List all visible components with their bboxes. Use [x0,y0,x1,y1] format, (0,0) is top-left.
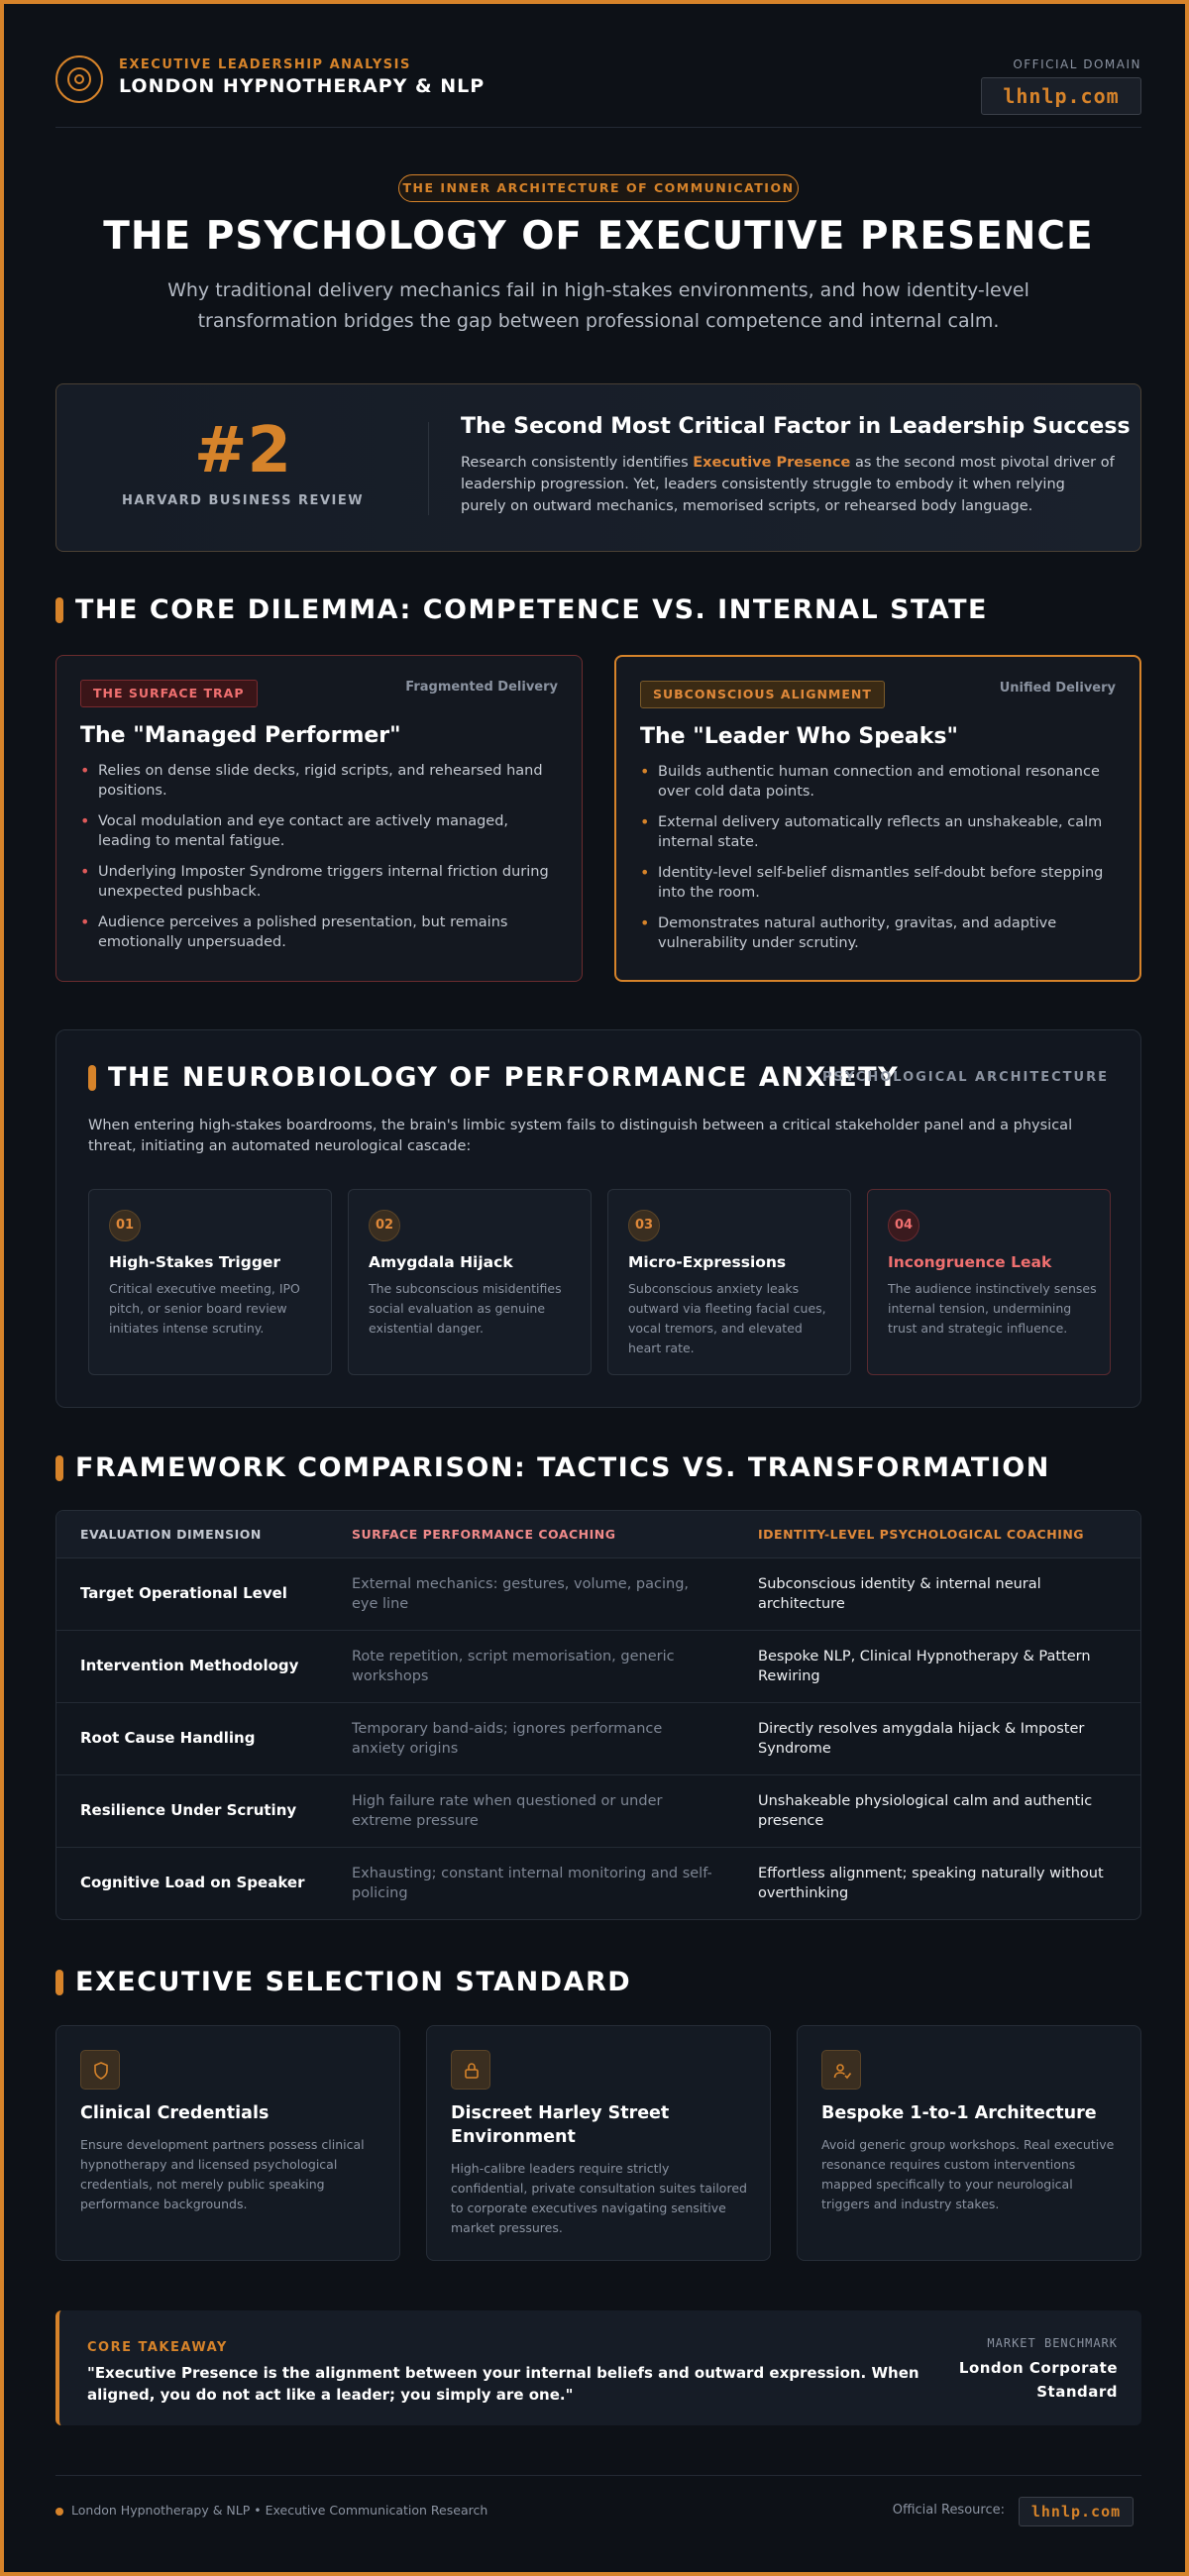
table-cell: Exhausting; constant internal monitoring and self-policing [352,1866,712,1901]
list-item: • Audience perceives a polished presentation, but remains emotionally unpersuaded. [80,912,560,952]
step-number: 04 [888,1210,919,1241]
card-body: High-calibre leaders require strictly confidential, private consultation suites tailored to corporate executives navigating sensitive market pressures. [451,2161,747,2235]
table-cell: Intervention Methodology [80,1657,299,1674]
table-cell: Cognitive Load on Speaker [80,1874,305,1891]
footer-divider [55,2475,1141,2476]
card-body: Avoid generic group workshops. Real executive resonance requires custom interventions mapped specifically to your neurological triggers and industry stakes. [821,2137,1115,2211]
table-row [56,1631,1140,1703]
column-header: EVALUATION DIMENSION [80,1527,262,1542]
resource-link[interactable]: lhnlp.com [1019,2497,1134,2526]
table-cell: Bespoke NLP, Clinical Hypnotherapy & Pattern Rewiring [758,1649,1091,1684]
step-title: Amygdala Hijack [369,1253,513,1271]
card-title: The "Managed Performer" [80,723,401,748]
criteria-card [55,2025,400,2261]
stat-card [55,383,1141,552]
align-list [640,762,1120,964]
card-title: Discreet Harley Street Environment [451,2103,670,2147]
section-title: THE CORE DILEMMA: COMPETENCE VS. INTERNAL STATE [75,594,988,625]
page-title: THE PSYCHOLOGY OF EXECUTIVE PRESENCE [103,214,1094,259]
table-cell: Temporary band-aids; ignores performance anxiety origins [352,1721,663,1757]
list-item: • Identity-level self-belief dismantles self-doubt before stepping into the room. [640,863,1120,903]
brand-name: LONDON HYPNOTHERAPY & NLP [119,75,486,97]
stat-body-text-cont: as the second most pivotal driver of leadership progression. Yet, leaders consistently struggle to embody it when relying purely on outward mechanics, memorised scripts, or rehearsed body language. [461,455,1115,514]
header [55,55,1141,127]
table-cell: Effortless alignment; speaking naturally without overthinking [758,1866,1104,1901]
section-accent-bar [55,1970,63,1995]
step-title: High-Stakes Trigger [109,1253,281,1271]
shield-icon [80,2050,120,2090]
section-accent-bar [88,1065,96,1091]
trap-list [80,761,560,963]
takeaway-kicker: CORE TAKEAWAY [87,2340,228,2355]
step-card [607,1189,851,1375]
stat-body [461,452,1115,517]
leader-who-speaks-card [614,655,1141,982]
stat-body-text: Research consistently identifies [461,455,694,471]
comparison-table [55,1510,1141,1920]
table-cell: High failure rate when questioned or under extreme pressure [352,1793,663,1829]
takeaway-quote: "Executive Presence is the alignment between your internal beliefs and outward expression. When aligned, you do not act like a leader; you simply are one." [87,2364,919,2404]
section-title: FRAMEWORK COMPARISON: TACTICS VS. TRANSFORMATION [75,1452,1050,1483]
criteria-card [426,2025,771,2261]
step-number: 02 [369,1210,400,1241]
table-cell: Rote repetition, script memorisation, generic workshops [352,1649,675,1684]
hero-pill: THE INNER ARCHITECTURE OF COMMUNICATION [398,174,799,202]
neuro-intro: When entering high-stakes boardrooms, the brain's limbic system fails to distinguish between a critical stakeholder panel and a physical threat, initiating an automated neurological cascade: [88,1118,1073,1154]
core-takeaway [55,2310,1141,2425]
delivery-mode: Unified Delivery [999,681,1116,696]
table-row [56,1775,1140,1848]
step-title: Micro-Expressions [628,1253,787,1271]
step-card [348,1189,592,1375]
step-card [867,1189,1111,1375]
domain-label: OFFICIAL DOMAIN [1013,57,1141,71]
criteria-card [797,2025,1141,2261]
table-row [56,1703,1140,1775]
table-cell: Target Operational Level [80,1584,287,1602]
step-body: The subconscious misidentifies social evaluation as genuine existential danger. [369,1281,562,1336]
brand-kicker: EXECUTIVE LEADERSHIP ANALYSIS [119,57,411,72]
step-body: Subconscious anxiety leaks outward via fleeting facial cues, vocal tremors, and elevated heart rate. [628,1281,826,1355]
user-check-icon [821,2050,861,2090]
table-row [56,1848,1140,1920]
neuro-tag: PSYCHOLOGICAL ARCHITECTURE [821,1070,1109,1085]
column-header: IDENTITY-LEVEL PSYCHOLOGICAL COACHING [758,1527,1085,1542]
table-cell: Subconscious identity & internal neural architecture [758,1576,1041,1612]
step-body: Critical executive meeting, IPO pitch, or senior board review initiates intense scrutiny. [109,1281,300,1336]
list-item: • Builds authentic human connection and emotional resonance over cold data points. [640,762,1120,802]
step-body: The audience instinctively senses internal tension, undermining trust and strategic influence. [888,1281,1097,1336]
section-accent-bar [55,597,63,623]
table-cell: Root Cause Handling [80,1729,256,1747]
card-title: The "Leader Who Speaks" [640,724,958,749]
neurobiology-panel [55,1029,1141,1408]
section-title: EXECUTIVE SELECTION STANDARD [75,1967,632,1997]
stat-divider [428,422,429,515]
page-subtitle: Why traditional delivery mechanics fail in high-stakes environments, and how identity-level transformation bridges the gap between professional competence and internal calm. [167,279,1029,332]
concentric-circles-logo-icon [55,55,103,103]
benchmark-value: London Corporate Standard [958,2359,1118,2401]
managed-performer-card [55,655,583,982]
resource-label: Official Resource: [892,2503,1005,2518]
list-item: • Relies on dense slide decks, rigid scripts, and rehearsed hand positions. [80,761,560,801]
table-cell: External mechanics: gestures, volume, pacing, eye line [352,1576,690,1612]
stat-highlight: Executive Presence [693,455,851,471]
table-cell: Directly resolves amygdala hijack & Imposter Syndrome [758,1721,1085,1757]
benchmark-label: MARKET BENCHMARK [987,2336,1118,2350]
card-title: Bespoke 1-to-1 Architecture [821,2103,1097,2123]
column-header: SURFACE PERFORMANCE COACHING [352,1527,616,1542]
delivery-mode: Fragmented Delivery [405,680,558,695]
surface-trap-tag: THE SURFACE TRAP [80,680,258,707]
card-body: Ensure development partners possess clinical hypnotherapy and licensed psychological credentials, not merely public speaking performance backgrounds. [80,2137,365,2211]
footer-dot-icon [55,2508,63,2516]
step-number: 03 [628,1210,660,1241]
footer-text: London Hypnotherapy & NLP • Executive Communication Research [71,2503,488,2518]
table-cell: Unshakeable physiological calm and authentic presence [758,1793,1093,1829]
card-title: Clinical Credentials [80,2103,270,2123]
table-cell: Resilience Under Scrutiny [80,1801,297,1819]
section-title: THE NEUROBIOLOGY OF PERFORMANCE ANXIETY [108,1062,900,1093]
step-title: Incongruence Leak [888,1253,1052,1271]
list-item: • External delivery automatically reflects an unshakeable, calm internal state. [640,812,1120,852]
domain-link[interactable]: lhnlp.com [981,77,1141,115]
list-item: • Demonstrates natural authority, gravitas, and adaptive vulnerability under scrutiny. [640,913,1120,953]
list-item: • Vocal modulation and eye contact are actively managed, leading to mental fatigue. [80,811,560,851]
stat-source: HARVARD BUSINESS REVIEW [121,493,365,508]
lock-icon [451,2050,490,2090]
header-divider [55,127,1141,128]
subconscious-alignment-tag: SUBCONSCIOUS ALIGNMENT [640,681,885,708]
step-card [88,1189,332,1375]
step-number: 01 [109,1210,141,1241]
stat-title: The Second Most Critical Factor in Leadership Success [461,414,1131,439]
table-row [56,1558,1140,1631]
stat-number: #2 [193,414,292,487]
section-accent-bar [55,1455,63,1481]
list-item: • Underlying Imposter Syndrome triggers internal friction during unexpected pushback. [80,862,560,902]
table-header [56,1511,1140,1558]
